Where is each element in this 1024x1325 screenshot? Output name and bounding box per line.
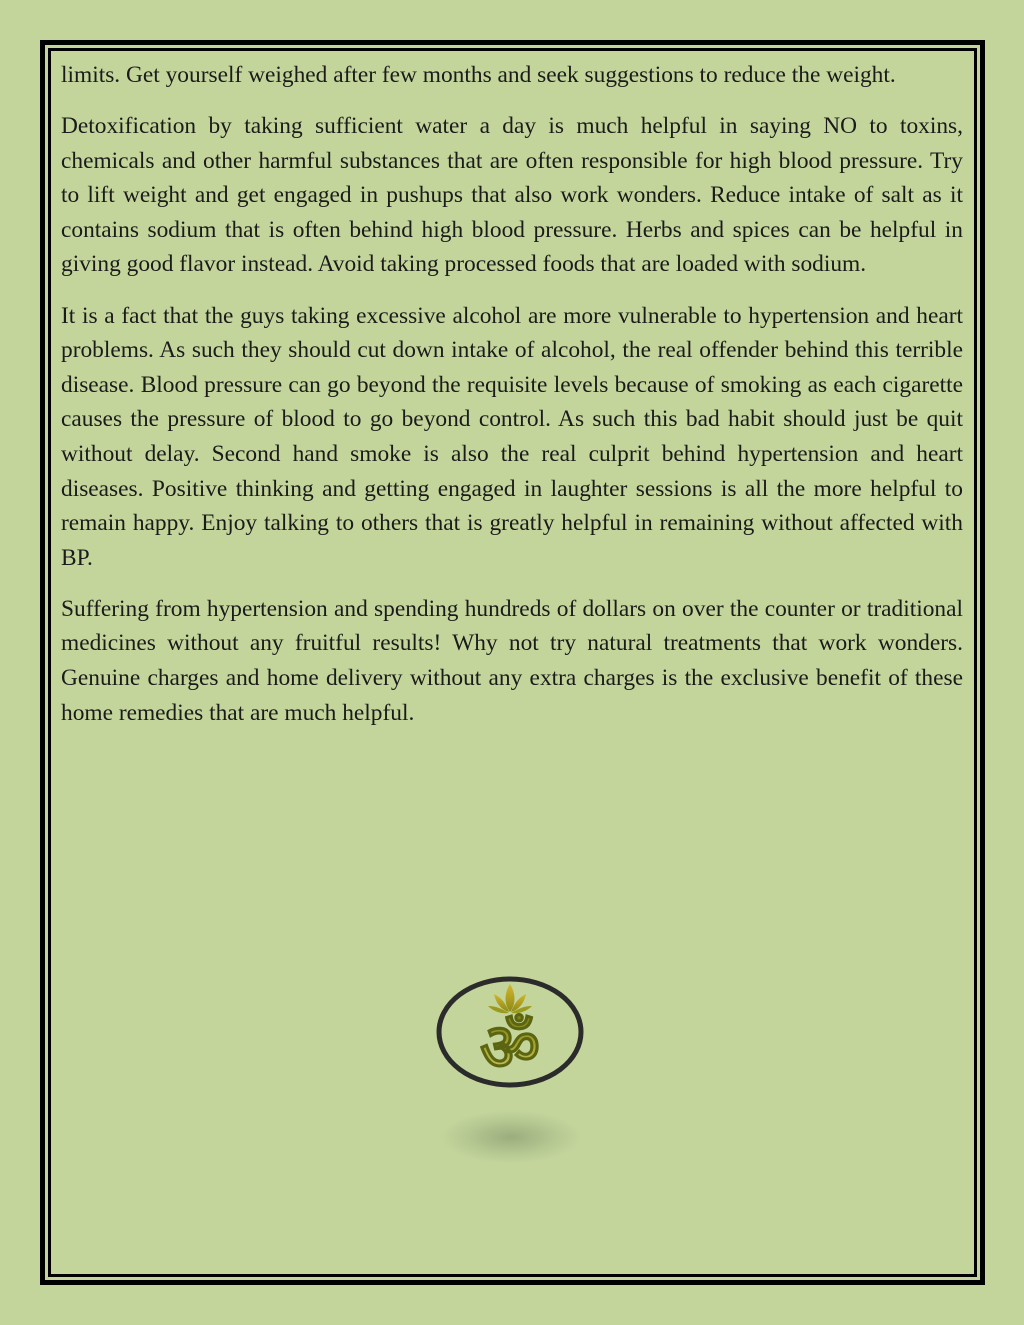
- body-text: [61, 58, 963, 747]
- logo-shadow: [442, 1111, 580, 1163]
- paragraph-3: It is a fact that the guys taking excessive alcohol are more vulnerable to hypertension and heart problems. As such they should cut down intake of alcohol, the real offender behind this terrible disease. Blood pressure can go beyond the requisite levels because of smoking as each cigarette causes the pressure of blood to go beyond control. As such this bad habit should just be quit without delay. Second hand smoke is also the real culprit behind hypertension and heart diseases. Positive thinking and getting engaged in laughter sessions is all the more helpful to remain happy. Enjoy talking to others that is greatly helpful in remaining without affected with BP.: [61, 302, 963, 571]
- paragraph-4: Suffering from hypertension and spending hundreds of dollars on over the counter or traditional medicines without any fruitful results! Why not try natural treatments that work wonders. Genuine charges and home delivery without any extra charges is the exclusive benefit of these home remedies that are much helpful.: [61, 595, 963, 726]
- paragraph-1: limits. Get yourself weighed after few months and seek suggestions to reduce the weight.: [61, 62, 896, 88]
- om-logo-graphic: [436, 976, 586, 1096]
- om-lotus-logo-icon: [436, 976, 586, 1171]
- om-glyph: ॐ: [479, 1009, 541, 1086]
- paragraph-2: Detoxification by taking sufficient water a day is much helpful in saying NO to toxins, chemicals and other harmful substances that are often responsible for high blood pressure. Try to lift weight and get engaged in pushups that also work wonders. Reduce intake of salt as it contains sodium that is often behind high blood pressure. Herbs and spices can be helpful in giving good flavor instead. Avoid taking processed foods that are loaded with sodium.: [61, 113, 963, 278]
